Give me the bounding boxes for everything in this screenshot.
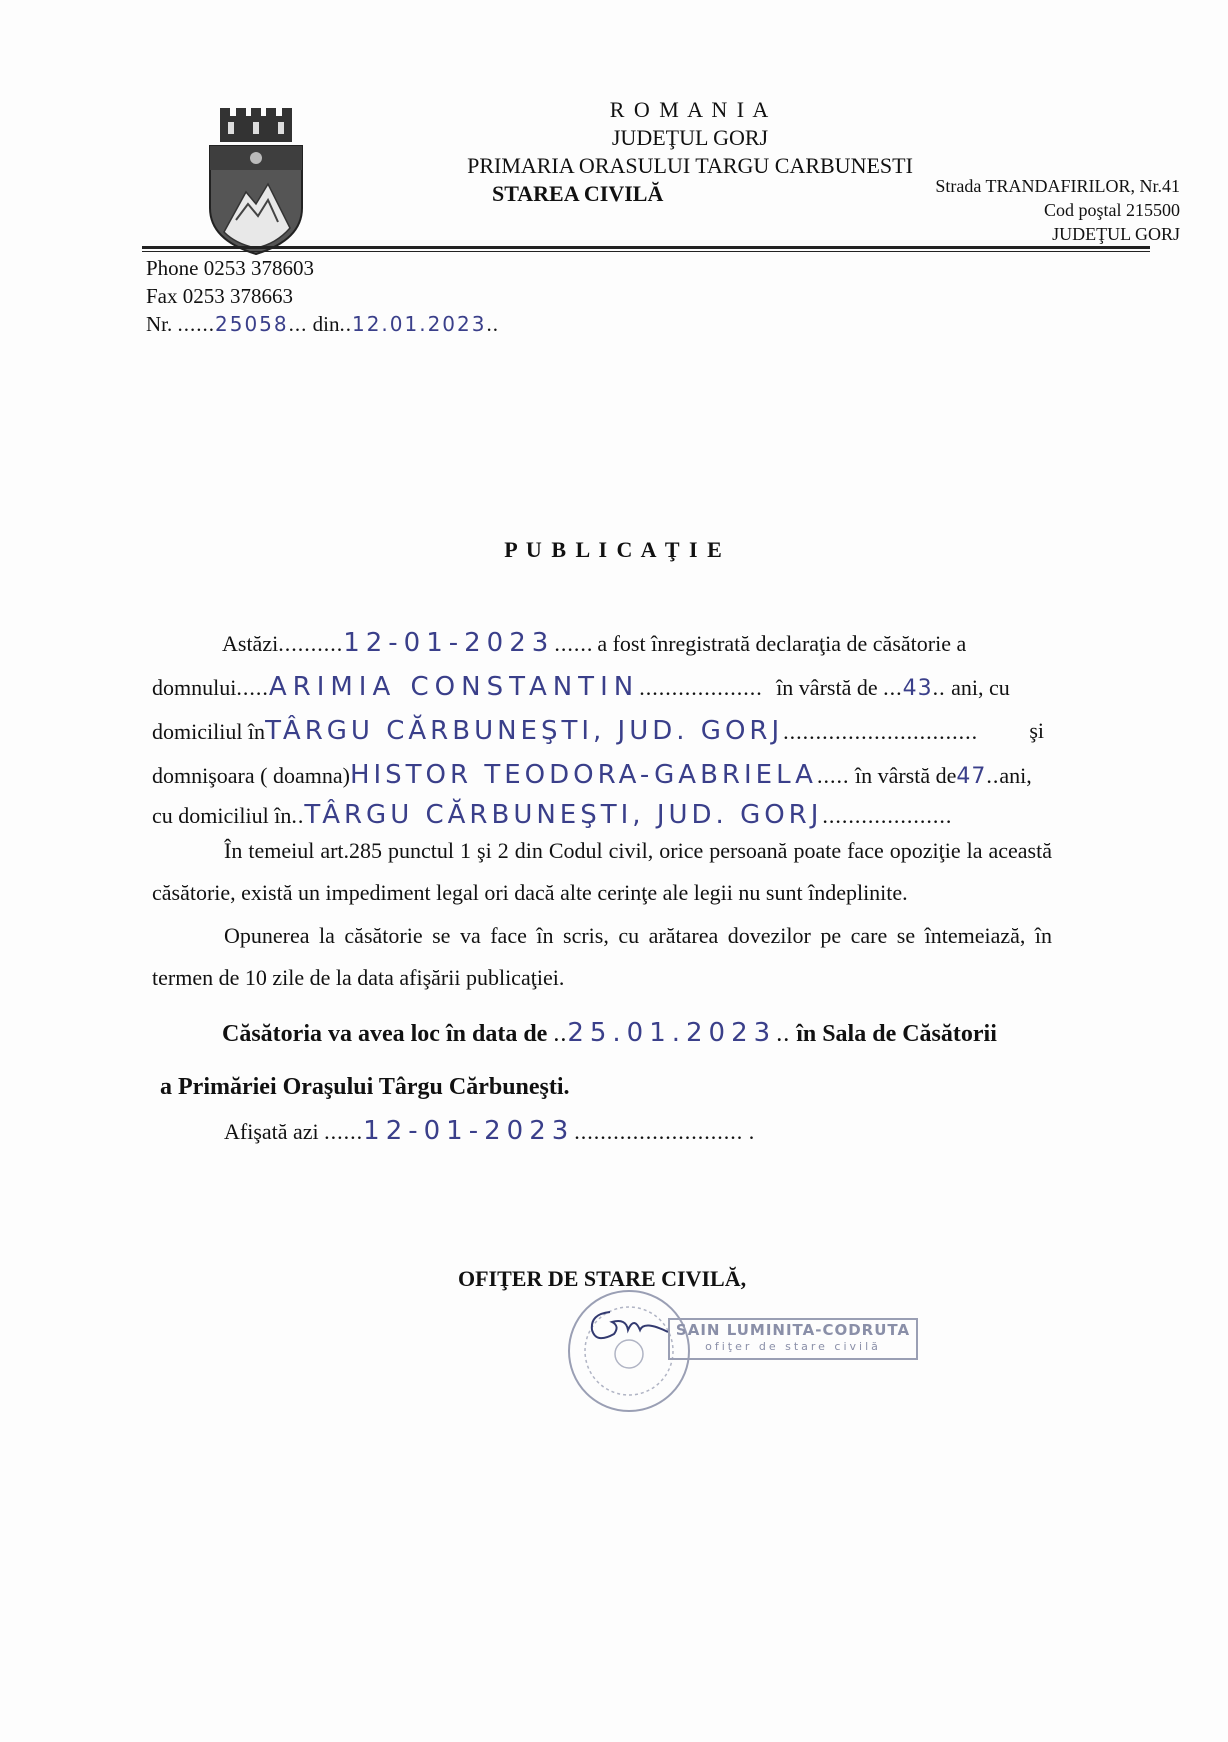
bride-address: TÂRGU CĂRBUNEŞTI, JUD. GORJ	[304, 800, 823, 830]
address-block	[935, 174, 1180, 246]
domnului-label: domnului	[152, 675, 237, 700]
stamp-officer-name: SAIN LUMINITA-CODRUTA	[675, 1321, 911, 1339]
address-street: Strada TRANDAFIRILOR, Nr.41	[935, 176, 1180, 196]
header-divider	[142, 246, 1150, 252]
paragraph-procedure: Opunerea la căsătorie se va face în scris, cu arătarea dovezilor pe care se întemeiază, în termen de 10 zile de la data afişării publicaţiei.	[152, 923, 1052, 990]
body-line-2: domnului.....ARIMIA CONSTANTIN................... în vârstă de ...43.. ani, cu	[152, 672, 1010, 702]
registration-line: Nr. ......25058... din..12.01.2023..	[146, 312, 499, 336]
bride-age: 47	[956, 764, 987, 789]
document-title: P U B L I C A Ţ I E	[504, 537, 724, 562]
ceremony-tail: în Sala de Căsătorii	[796, 1021, 997, 1047]
contact-block	[146, 254, 499, 338]
header-department: STAREA CIVILĂ	[492, 181, 664, 206]
groom-age-label: în vârstă de	[776, 675, 878, 700]
groom-name: ARIMIA CONSTANTIN	[268, 672, 640, 702]
body-line-1: Astăzi..........12-01-2023...... a fost înregistrată declaraţia de căsătorie a	[222, 628, 967, 658]
posted-label: Afişată azi	[224, 1119, 319, 1144]
body-line-5: cu domiciliul în..TÂRGU CĂRBUNEŞTI, JUD. GORJ....................	[152, 800, 953, 830]
nr-label: Nr.	[146, 312, 173, 336]
address-postal: Cod poştal 215500	[1043, 200, 1180, 220]
bride-name: HISTOR TEODORA-GABRIELA	[349, 760, 817, 790]
header-block	[380, 96, 1000, 208]
bride-domicile-label: cu domiciliul în	[152, 803, 292, 828]
groom-domicile-label: domiciliul în	[152, 719, 266, 744]
header-country: R O M A N I A	[609, 97, 771, 122]
si-word: şi	[1029, 718, 1044, 743]
header-county: JUDEŢUL GORJ	[611, 125, 769, 150]
ceremony-line-1: Căsătoria va avea loc în data de ..25.01.2023.. în Sala de Căsătorii	[222, 1018, 997, 1048]
line1-tail: a fost înregistrată declaraţia de căsătorie a	[597, 631, 967, 656]
signature-scribble-icon	[582, 1300, 672, 1350]
astazi-value: 12-01-2023	[343, 628, 555, 658]
contact-phone: Phone 0253 378603	[146, 256, 314, 280]
groom-address: TÂRGU CĂRBUNEŞTI, JUD. GORJ	[265, 716, 784, 746]
posted-date: 12-01-2023	[363, 1116, 575, 1146]
coat-of-arms-icon	[206, 108, 306, 256]
handwritten-signature	[582, 1300, 672, 1350]
ceremony-date: 25.01.2023	[567, 1018, 777, 1048]
din-label: din	[312, 312, 340, 336]
address-county: JUDEŢUL GORJ	[1052, 224, 1180, 244]
bride-ani: ani,	[999, 763, 1032, 788]
ceremony-line-2: a Primăriei Oraşului Târgu Cărbuneşti.	[160, 1074, 570, 1100]
groom-age: 43	[902, 676, 933, 701]
groom-ani: ani, cu	[951, 675, 1010, 700]
ceremony-label: Căsătoria va avea loc în data de	[222, 1021, 548, 1047]
bride-title-label: domnişoara ( doamna)	[152, 763, 350, 788]
din-value: 12.01.2023	[351, 312, 487, 336]
nr-value: 25058	[215, 312, 289, 336]
body-line-4: domnişoara ( doamna)HISTOR TEODORA-GABRIELA..... în vârstă de47..ani,	[152, 760, 1032, 790]
header-institution: PRIMARIA ORASULUI TARGU CARBUNESTI	[467, 153, 913, 178]
stamp-officer-role: ofiţer de stare civilă	[705, 1340, 881, 1353]
bride-age-label: în vârstă de	[854, 763, 957, 788]
officer-title: OFIŢER DE STARE CIVILĂ,	[458, 1266, 747, 1291]
posted-line: Afişată azi ......12-01-2023.......................... .	[224, 1116, 755, 1146]
paragraph-opposition: În temeiul art.285 punctul 1 şi 2 din Codul civil, orice persoană poate face opoziţie la această căsătorie, există un impediment legal ori dacă alte cerinţe ale legii nu sunt îndeplinite.	[152, 838, 1052, 905]
astazi-label: Astăzi	[222, 631, 279, 656]
contact-fax: Fax 0253 378663	[146, 284, 293, 308]
name-stamp	[668, 1318, 918, 1360]
body-line-3: domiciliul înTÂRGU CĂRBUNEŞTI, JUD. GORJ.............................. şi	[152, 716, 1044, 746]
coat-of-arms	[206, 108, 306, 256]
